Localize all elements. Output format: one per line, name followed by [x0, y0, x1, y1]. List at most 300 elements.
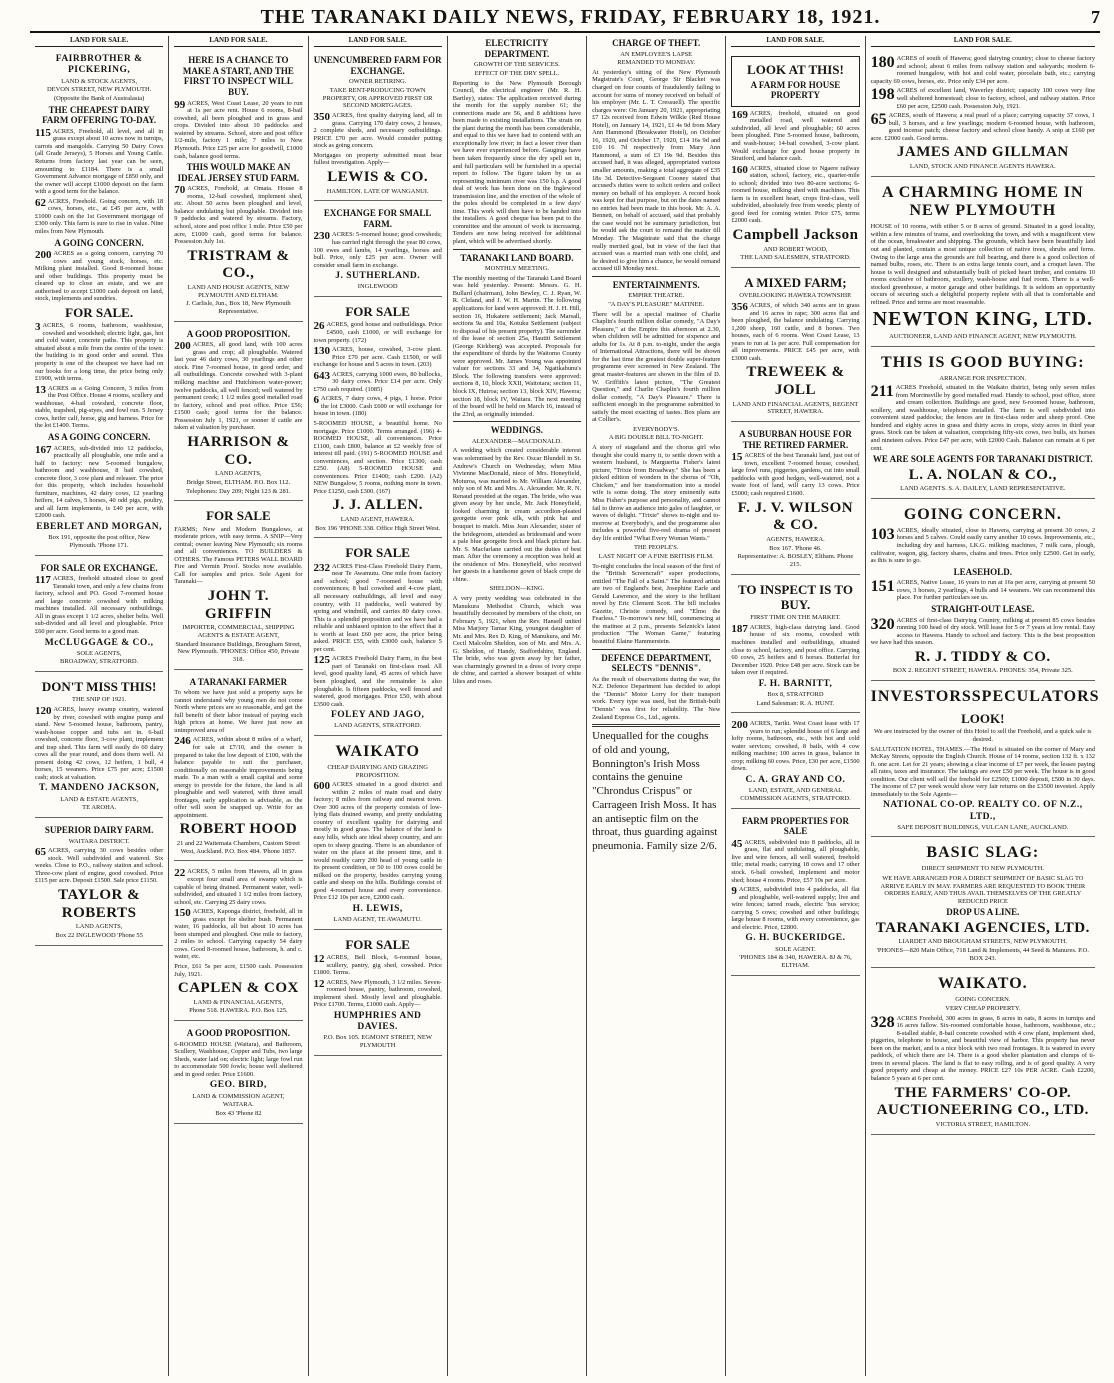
- firm-name: L. A. NOLAN & CO.,: [908, 466, 1057, 483]
- listing: [174, 185, 302, 245]
- firm-name: Campbell Jackson: [732, 227, 859, 243]
- listing-number: 12: [313, 977, 325, 990]
- listing-text: ACRES, carrying 1000 ewes, 80 bullocks, 30 dairy cows. Price £14 per acre. Only £750 cash required. (1085): [313, 370, 442, 393]
- listing: [314, 231, 442, 269]
- listing-number: 246: [174, 735, 191, 748]
- firm-subtitle: LAND AGENT, HAWERA.: [340, 516, 415, 524]
- section-heading: LOOK!: [961, 710, 1005, 726]
- firm-subtitle: SOLE AGENTS,: [76, 649, 122, 657]
- firm-name: J. SUTHERLAND.: [335, 271, 421, 282]
- advertisement: [35, 558, 163, 673]
- firm-name: TRISTRAM & CO.,: [187, 247, 290, 282]
- ad-headline: THE CHEAPEST DAIRY FARM OFFERING TO-DAY.: [42, 104, 157, 126]
- firm-name: HARRISON & CO.: [187, 433, 290, 468]
- firm-subtitle: LAND AGENTS,: [215, 470, 262, 478]
- listing: [314, 655, 442, 708]
- article-body: A story of stageland and the chorus girl who thought she could marry it, to settle down with a western husband, is Marguerita Fisher's latest picture, "Trixie from Broadway." She has been a picked edition of wonders in the chorus of "Oh, Chicken," and her transformation into a model wife is some doing. The story eminently suits Miss Fisher's purpose and personality, and cannot fail to throw an audience into gales of laughter, or waves of delight. "Trixie" shows to-night and to-morrow at Everybody's, and the programme also includes a powerful five-reel drama of present day life entitled "What Every Woman Wants.": [592, 444, 721, 542]
- irish-moss-advertisement: Unequalled for the coughs of old and young, Bonnington's Irish Moss contains the genuine "Chrondus Crispus" or Carrageen Irish Moss. It has an antiseptic film on the throat, thus guarding against pneumonia. Family size 2/6.: [592, 730, 718, 853]
- section-heading: FOR SALE: [345, 304, 410, 320]
- listing-text: ACRES First-Class Freehold Dairy Farm, near Te Awamutu. One mile from factory and school; good 7-roomed house with conveniences; 8 bail cowshed and 4-cow plant, all necessary outbuildings, all level and easy country, with 11 paddocks, well watered by spring and windmill, and carries 80 dairy cows. This is a splendid proposition and we have had a reliable and unbiased opinion to the effect that it is worth at least £60 per acre, the price being asked. PRICE £55, with £3000 cash, balance 5 per cent.: [313, 562, 442, 653]
- listing: [731, 302, 859, 362]
- listing-text: ACRES, freehold, situated on good metalled road, well watered and subdivided, all level and ploughable; 60 acres been ploughed. Fine 5-roomed house, bathroom, and wash-house; 14-bail cowshed, 3-cow plant. Would exchange for good house property in Stratford, and balance cash.: [731, 109, 860, 163]
- firm-subtitle: INGLEWOOD: [357, 283, 398, 291]
- listing: [174, 100, 302, 160]
- firm-name: EBERLET AND MORGAN,: [36, 522, 162, 532]
- article-headline: DEFENCE DEPARTMENT, SELECTS "DENNIS".: [601, 652, 712, 674]
- advertisement: [731, 270, 859, 422]
- listing-number: 200: [35, 249, 52, 262]
- listing-number: 9: [731, 885, 737, 898]
- ad-body: To whom we have just sold a property says he cannot understand why young men do not come North where prices are so reasonable, and get the full benefit of their labor instead of paying such high prices at home. We have just now an unimproved area of: [174, 689, 303, 734]
- listing: [871, 55, 1095, 85]
- advertisement: [871, 501, 1095, 681]
- column-heading: LAND FOR SALE.: [871, 36, 1095, 47]
- firm-subtitle: SAFE DEPOSIT BUILDINGS, VULCAN LANE, AUCKLAND.: [897, 823, 1069, 831]
- advertisement: [174, 324, 302, 502]
- listing: [871, 527, 1095, 565]
- advertisement: [731, 50, 859, 268]
- listing-text: ACRES, Native Lease, 16 years to run at 16s per acre, carrying at present 50 cows, 3 horses, 2 yearlings, 4 bulls and 14 weaners. We can recommend this place. For further particulars see us.: [896, 579, 1096, 602]
- listing-number: 62: [35, 196, 46, 209]
- firm-subtitle: AND ROBERT WOOD,: [763, 245, 828, 253]
- listing: [314, 395, 442, 418]
- listing-number: 26: [313, 320, 325, 333]
- section-heading: FOR SALE.: [65, 304, 134, 320]
- section-subheading: ARRANGE FOR INSPECTION.: [939, 374, 1027, 382]
- listing-text: ACRES, 7 dairy cows, 4 pigs, 1 horse. Price the lot £3000. Cash £600 or will exchange for house in town. (180): [313, 395, 442, 418]
- firm-name: NATIONAL CO-OP. REALTY CO. OF N.Z., LTD.,: [883, 800, 1083, 822]
- listing: [731, 624, 859, 677]
- firm-name: LEWIS & CO.: [327, 168, 429, 185]
- firm-subtitle: Box 8, STRATFORD: [767, 690, 824, 698]
- firm-subtitle: LAND AGENT, TE AWAMUTU.: [333, 916, 422, 924]
- ad-body: TAKE RENT-PRODUCING TOWN PROPERTY, OR APPROVED FIRST OR SECOND MORTGAGES.: [322, 87, 433, 110]
- firm-address: BOX 2. REGENT STREET, HAWERA. PHONES: 354, Private 325.: [892, 667, 1073, 675]
- listing: [871, 87, 1095, 110]
- listing-text: ACRES: 5-roomed house; good cowsheds; has carried right through the year 80 cows, 100 ewes and lambs, 14 yearlings, horses and bull. Price, only £25 per acre. Owner will consider small farm in exchange.: [313, 231, 442, 269]
- firm-subtitle: LAND AGENTS, STRATFORD.: [334, 722, 422, 730]
- listing-number: 328: [870, 1013, 895, 1031]
- listing: [174, 736, 302, 819]
- listing-number: 187: [731, 622, 748, 635]
- section-heading: EXCHANGE FOR SMALL FARM.: [323, 208, 432, 229]
- investors-heading: INVESTORS: [870, 688, 972, 706]
- column-heading: LAND FOR SALE.: [314, 36, 442, 47]
- listing-number: 15: [731, 451, 743, 464]
- page-number: 7: [1091, 7, 1100, 27]
- listing-number: 600: [313, 780, 331, 793]
- section-subheading: WAITARA DISTRICT.: [68, 837, 130, 845]
- listing: [731, 110, 859, 163]
- ad-body: WE HAVE ARRANGED FOR A DIRECT SHIPMENT OF BASIC SLAG TO ARRIVE EARLY IN MAY. FARMERS ARE REQUESTED TO BOOK THEIR ORDERS EARLY, AND THUS AVAIL THEMSELVES OF THE GREATLY REDUCED PRICE: [880, 874, 1086, 905]
- ad-body: Mortgages on property submitted must bear fullest investigation. Apply—: [313, 151, 442, 167]
- section-subheading: CHEAP DAIRYING AND GRAZING PROPOSITION.: [327, 763, 429, 779]
- firm-name: TAYLOR & ROBERTS: [58, 886, 141, 921]
- listing-number: 151: [870, 578, 895, 596]
- firm-subtitle: LAND AND HOUSE AGENTS, NEW PLYMOUTH AND ELTHAM.: [187, 284, 290, 299]
- listing: [871, 617, 1095, 647]
- article-headline: ENTERTAINMENTS.: [612, 279, 700, 290]
- listing: [35, 445, 163, 520]
- firm-address: VICTORIA STREET, HAMILTON.: [935, 1120, 1030, 1128]
- firm-address: Phone 518. HAWERA. P.O. Box 125.: [189, 1007, 288, 1015]
- listing: [871, 579, 1095, 602]
- article-subheading: AN EMPLOYEE'S LAPSE: [620, 50, 693, 58]
- listing-number: 200: [174, 340, 191, 353]
- listing-number: 211: [870, 383, 894, 401]
- listing-text: ACRES, carrying 30 cows besides other stock. Well subdivided and watered. Six weeks. Close to P.O., railway station and school. Three-cow plant of engine, good cowshed. Price £115 per acre. Deposit £1500. Sale price £1150.: [35, 847, 164, 885]
- article-body: There will be a special matinee of Charlie Chaplin's fourth million dollar comedy, "A Day's Pleasure," at the Empire this afternoon at 2.30, when children will be admitted for sixpence and adults for 1s. At 8 p.m. to-night, under the aegis of International Attractions, there will be shown for the last time the greatest double super-feature programme ever screened in New Zealand. The great master-features are shown in the film of D. W. Griffith's latest picture, "The Greatest Question," and Charlie Chaplin's fourth million dollar comedy, "A Day's Pleasure." There is sufficient enough in the programme submitted to satisfy the most exacting of tastes. Box plans are at Collier's.: [592, 310, 721, 424]
- listing-text: ACRES, 5 miles from Hawera, all in grass except four small area of swamp which is capable of being drained. Permanent water, well-subdivided, and situated 1 1/2 miles from factory, school, etc. Carrying 25 dairy cows.: [174, 868, 303, 906]
- article-body: A very pretty wedding was celebrated in the Manukura Methodist Church, which was beautifully decorated by members of the choir, on February 5, 1921, when the Rev. Hansell united Miss Marjory Tamar King, youngest daughter of Mr. and Mrs. Rex D. King, of Manukura, and Mr. Cecil Malcolm Sheldon, son of Mr. and Mrs. A. G. Sheldon, of Handy, Staffordshire, England. The bride, who was given away by her father, was charmingly gowned in a dress of ivory crepe de chine, and carried a shower bouquet of white lilies and roses.: [452, 594, 582, 685]
- listing-text: ACRES, heavy swamp country, watered by river, cowshed with engine pump and stand. New 5-roomed house, bathroom, pantry, wash-house copper and tubs set in. 6-bail cowshed, concrete floor, 3-cow plant, implement and trap shed. This farm will easily do 60 dairy cows all the year round, and does them well. At present doing 42 cows, 12 heifers, 1 bull, 4 horses, 15 weaners. Price £75 per acre; £1500 cash; stock at valuation.: [35, 706, 164, 781]
- section-subheading: GOING CONCERN.: [955, 996, 1011, 1004]
- column-heading: LAND FOR SALE.: [35, 36, 163, 47]
- ad-headline: HERE IS A CHANCE TO MAKE A START, AND THE FIRST TO INSPECT WILL BUY.: [182, 55, 294, 98]
- section-heading: WAIKATO: [335, 743, 420, 761]
- advertisement: [174, 863, 302, 1021]
- section-heading: FOR SALE: [345, 936, 410, 952]
- firm-name: GEO. BIRD,: [209, 1080, 267, 1091]
- section-heading: STRAIGHT-OUT LEASE.: [931, 603, 1035, 614]
- firm-subtitle: LAND AND FINANCIAL AGENTS, REGENT STREET, HAWERA.: [732, 400, 859, 416]
- listing-number: 65: [870, 111, 887, 129]
- section-subheading: OVERLOOKING HAWERA TOWNSHIP.: [739, 292, 852, 300]
- listing-number: 180: [870, 54, 895, 72]
- firm-name: R. J. TIDDY & CO.: [915, 648, 1051, 665]
- column-2: [169, 36, 308, 1376]
- price-line: Price, £61 5s per acre, £1500 cash. Possession July, 1921.: [174, 963, 303, 978]
- section-heading: A GOING CONCERN.: [54, 237, 144, 248]
- article-body: The monthly meeting of the Taranaki Land Board was held yesterday. Present: Messrs. G. H. Bullard (chairman), John Bewley, C. J. Ryan, W. R. Cleland, and J. W. H. Martin. The following applications for land were approved: H. J. H. Hill, section 16, Hukatere settlement; Jack Marsall, sections 9a and 10a, Kotuku Settlement (subject to disposal of his present property). The surrender of the lease of section 25a, Hautiti Settlement (George Kirkberg) was accepted. Proposals for the expenditure of thirds by the Waitomo County were approved. Mr. James Young was appointed valuer for sections 33 and 34, Ngatikahunu's Block. The following transfers were approved: sections 8, 10, block XXII, Waitotara; section 11, block IX, Huiroa; section 13, block XIV, Hawera; section 18, block IV, Waitara. The next meeting of the board will be held on March 16, instead of the 23rd, as originally intended.: [452, 274, 582, 418]
- section-heading: FARM PROPERTIES FOR SALE: [741, 815, 849, 837]
- firm-representative: Representative: A. BOSLEY, Eltham. Phone 215.: [737, 553, 854, 568]
- listing-text: ACRES as a going concern, carrying 70 cows and young stock, horses, etc. Milking plant installed. Good 8-roomed house and other buildings. This property must be cleared up to close an estate, and we are authorised to accept £1000 cash deposit on land, stock, implements and sundries.: [35, 250, 164, 303]
- listing-text: ACRES Freehold Dairy Farm, in the best part of Taranaki on first-class road. All level, good quality land, 45 acres of which have been ploughed, and the remainder is also ploughable. Is fifteen paddocks, well fenced and watered, good mortgages. Price £50, with about £3500 cash.: [313, 655, 442, 708]
- firm-address: DEVON STREET, NEW PLYMOUTH.: [46, 86, 152, 94]
- article-subheading: EVERYBODY'S.: [633, 425, 680, 433]
- firm-name: NEWTON KING, LTD.: [872, 308, 1094, 331]
- article-subheading: LAST NIGHT OF A FINE BRITISH FILM.: [598, 552, 714, 560]
- listing-text: ACRES, Bell Block, 6-roomed house, scullery, pantry, gig shed, cowshed. Price £1800. Terms.: [313, 954, 442, 977]
- ad-body: 6-ROOMED HOUSE (Waitara), and Bathroom, Scullery, Washhouse, Copper and Tubs, two large Sheds, water laid on; electric light; large fowl run to accommodate 500 fowls; house well sheltered and in good order. Price £1600.: [174, 1040, 303, 1078]
- section-heading: UNENCUMBERED FARM FOR EXCHANGE.: [313, 55, 442, 76]
- article-subheading: REMANDED TO MONDAY.: [617, 59, 696, 67]
- listing-text: ACRES of excellent land, Waverley district; capacity 100 cows very fine well sheltered homestead; close to factory, school, and railway station. Price £60 per acre, £2500 cash. Possession July, 1921.: [896, 87, 1096, 110]
- listing-text: ACRES Freehold, situated in the Waikato district, being only seven miles from Morrinsville by good metalled road. Handy to school, post office, store and cream collection. Buildings are good, new 6-roomed house, bathroom, scullery, and washhouse, telephone installed. The farm is well subdivided into convenient sized paddocks; the fences are in first-class order and sheep proof. One hundred and eighty acres in grass and thirty acres in crops, sixty acres in third year grass. Stock can be taken at valuation, comprising fifty-six cows, two bulls, six horses and nineteen calves. Price £47 per acre, with £2000 Cash. Balance can remain at 6 per cent.: [870, 384, 1096, 452]
- section-heading: SUPERIOR DAIRY FARM.: [44, 824, 154, 835]
- listing-text: ACRES, subdivided into 8 paddocks, all in grass, flat and undulating, all ploughable, live and wire fences, all well watered, freehold title; metal roads; carrying 18 cows and 17 other stock. 6-bail cowshed, implement and motor shed; house 4 rooms. Price, £57 10s per acre.: [731, 838, 860, 884]
- firm-name: G. H. BUCKERIDGE.: [745, 933, 846, 944]
- section-heading: A GOOD PROPOSITION.: [186, 328, 291, 339]
- listing: [314, 781, 442, 902]
- section-subheading: FIRST TIME ON THE MARKET.: [750, 614, 841, 622]
- listing: [35, 575, 163, 635]
- section-heading: THIS IS GOOD BUYING:: [881, 353, 1085, 371]
- firm-name: JOHN T. GRIFFIN: [204, 587, 272, 622]
- article-body: At yesterday's sitting of the New Plymouth Magistrate's Court, George Sir Blacket was charged on four counts of fraudulently failing to account for sums of money received on behalf of his employer (Mr. L. T. Cressuell). The specific charges were: On January 20, 1921, appropriating £7 12s received from Edwin Wilkie (Red House Hotel), on January 14, 1921, £1 4s 9d from Mary Ann Hammond (Breakwater Hotel), on October 16, 1920, and October 17, 1920, £14 16s 9d and £10 16 7d respectively from Mary Ann Hammond, a sum of £3 19s 9d. Besides this accused had, it was alleged, appropriated various smaller amounts, making a total aggregate of £35 18s 3d. Detective-Sergeant Cooney stated that accused's duties were to solicit orders and collect money on behalf of his employer. A record book was kept for that purpose, but on the dates named no entries had been made in this book. Mr. A. A. Bennett, on behalf of accused, said that probably the case would not be summary jurisdiction, but he would ask the court to remand the matter till Monday. The Magistrate said that the charge really merited goal, but in view of the fact that accused was a married man with one child, and he desired to give him a chance, he would remand accused till Monday next.: [592, 68, 721, 273]
- section-heading: A MIXED FARM;: [744, 275, 847, 290]
- listing: [731, 886, 859, 931]
- article-body: Reporting to the New Plymouth Borough Council, the electrical engineer (Mr. R. H. Bartley), states: The application received during the month for the supply number 61; the connections made are 56, and 8 additions have been made to existing installations. The strain on the plant during the month has been considerable, and equal to this we have had to contend with an exceptionally low river; in fact a lower river than we have ever experienced before. Gaugings have been taken frequently since the dry spell set in, and full particulars will be furnished in a special report to follow. The figure taken by us as representing minimum river was 150 h.p. A good deal of work has been done on the Inglewood transmission line, and the erection of the whole of the poles should be completed in a few days' time. This work will then have to be handed into the installers. A good cheque has been put to the committee and the amount of work is increasing. Tenders are now being received for additional plant, which will be advertised shortly.: [452, 79, 582, 246]
- firm-subtitle: THE LAND SALESMEN, STRATFORD.: [740, 254, 851, 262]
- listing-number: 45: [731, 837, 743, 850]
- listing: [871, 112, 1095, 142]
- listing-text: ACRES Freehold, 300 acres in grass, 8 acres in oats, 8 acres in turnips and 16 acres fallow. Six-roomed comfortable house, bathroom, washhouse, etc.; 8-stalled stable, 8-bail concrete cowshed with 4 cow plant, implement shed, piggeries, telephone to house, and beautiful view of harbor. This property has never been on the market, and is a nice block with two road frontages. It is watered in every paddock, of which there are 14. There is a good shelter plantation and clumps of ti-trees in several places. The land is flat to easy rolling, and is of good quality. A very good property and cheap at the money. PRICE £27 10s PER ACRE. Cash £2200, balance 5 years at 6 per cent.: [870, 1014, 1096, 1082]
- firm-subtitle: LAND, ESTATE, AND GENERAL COMMISSION AGENTS, STRATFORD.: [740, 787, 851, 802]
- firm-address: Box 167. 'Phone 46.: [769, 544, 822, 552]
- listing: [314, 954, 442, 977]
- advertisement: [731, 424, 859, 575]
- listing-number: 3: [35, 321, 41, 334]
- firm-subtitle: LAND & STOCK AGENTS,: [61, 77, 138, 85]
- firm-name: JAMES AND GILLMAN: [896, 144, 1069, 161]
- listing-number: 6: [313, 394, 320, 407]
- firm-representative: J. Carlisle, Jun., Box 18, New Plymouth Representative.: [186, 300, 291, 315]
- advertisement: [35, 50, 163, 555]
- listing-text: ACRES, Freehold. Going concern, with 18 cows, horses, etc., at £45 per acre, with £1000 cash on the 1st Government mortgage of £300 only. This farm is sure to rise in value. Nine miles from New Plymouth.: [35, 197, 164, 235]
- section-heading: FOR SALE: [345, 545, 410, 561]
- firm-phone: Box 43 'Phone 82: [215, 1109, 262, 1117]
- advertisement: [731, 715, 859, 808]
- listing: [35, 198, 163, 236]
- section-subheading: VERY CHEAP PROPERTY.: [945, 1004, 1021, 1012]
- firm-subtitle: SOLE AGENT.: [775, 945, 816, 953]
- listing-text: ACRES, freehold situated close to good Taranaki town, and only a few chains from factory, school and PO. Good 7-roomed house and large concrete cowshed with milking machines installed. All necessary outbuildings. All in grass except 1 1/2 acres, shelter belts. Well sub-divided and all level and ploughable. Price £60 per acre. Good terms to a good man.: [35, 575, 164, 635]
- listing: [731, 452, 859, 497]
- listing: [314, 321, 442, 344]
- listing-number: 12: [313, 953, 325, 966]
- advertisement: [731, 577, 859, 714]
- advertisement: [314, 203, 442, 297]
- firm-subtitle: LAND AGENTS,: [75, 923, 123, 931]
- listing: [35, 385, 163, 430]
- advertisement: [871, 50, 1095, 176]
- advertisement: [174, 672, 302, 862]
- firm-name: FOLEY AND JAGO,: [330, 710, 425, 721]
- listing-number: 356: [731, 300, 748, 313]
- listing: [35, 847, 163, 885]
- listing: [314, 563, 442, 654]
- article-subheading: EFFECT OF THE DRY SPELL.: [474, 69, 560, 77]
- firm-address: Standard Insurance Buildings, Brougham Street, New Plymouth. 'PHONES: Office 450, Private 318.: [175, 640, 302, 663]
- advertisement: [871, 970, 1095, 1134]
- listing-text: ACRES, subdivided into 4 paddocks, all flat and ploughable, well-watered supply; live and wire fences; tarred roads, electric 'bus service; carrying 5 cows; cowshed and other buildings; large house 8 rooms, with every convenience, gas and electric. Price, £2800.: [731, 886, 860, 931]
- firm-phone: 'PHONES 184 & 340, HAWERA. 8J & 76, ELTHAM.: [739, 954, 852, 969]
- section-subheading: OWNER RETIRING.: [348, 78, 407, 86]
- firm-name: FAIRBROTHER & PICKERING,: [55, 54, 143, 76]
- section-heading: WAIKATO.: [937, 975, 1028, 993]
- column-4: [448, 36, 587, 1376]
- section-heading: DON'T MISS THIS!: [41, 679, 157, 695]
- listing-number: 320: [870, 615, 895, 633]
- section-heading: A CHARMING HOME IN NEW PLYMOUTH: [882, 183, 1084, 220]
- firm-subtitle: LAND, STOCK AND FINANCE AGENTS HAWERA.: [909, 162, 1056, 170]
- section-heading: BASIC SLAG:: [926, 844, 1040, 862]
- listing-text: ACRES of the best Taranaki land, just out of town, excellent 7-roomed house, cowshed, large fowl runs, piggeries, gardens, cut into small paddocks with good hedges, well-watered, not a waste foot of land, will carry 13 cows. Price £5000; cash required £1600.: [731, 452, 860, 497]
- sole-agents-line: WE ARE SOLE AGENTS FOR TARANAKI DISTRICT.: [872, 454, 1093, 465]
- listing-number: 13: [35, 383, 46, 396]
- section-heading: FOR SALE OR EXCHANGE.: [40, 562, 158, 573]
- section-heading: TO INSPECT IS TO BUY.: [737, 581, 853, 612]
- advertisement: [314, 299, 442, 538]
- firm-address: Box 22 INGLEWOOD 'Phone 55: [55, 932, 143, 940]
- firm-subtitle: AGENTS, HAWERA.: [766, 535, 825, 543]
- listing: [871, 1015, 1095, 1083]
- section-heading: AS A GOING CONCERN.: [47, 431, 151, 442]
- columns: [30, 36, 1100, 1376]
- section-heading: THIS WOULD MAKE AN IDEAL JERSEY STUD FARM.: [177, 162, 300, 183]
- listing-text: ACRES of first-class Dairying Country, milking at present 85 cows besides running 100 head of dry stock. Will lease for 5 or 7 years at low rental. Easy access to Hawera. Handy to school and factory. This is the best proposition we have had this season.: [870, 616, 1096, 647]
- advertisement: [314, 50, 442, 201]
- listing-number: 130: [313, 345, 331, 358]
- listing: [731, 165, 859, 225]
- listing-number: 103: [870, 525, 895, 543]
- section-subheading: We are instructed by the owner of this Hotel to sell the Freehold, and a quick sale is desired.: [874, 728, 1092, 743]
- listing: [731, 839, 859, 884]
- listing-number: 169: [731, 108, 748, 121]
- article-body: A wedding which created considerable interest was solemnised by the Rev. Oscar Blundell in St. Andrew's Church on Wednesday, when Miss Vivienne MacDonald, niece of Mrs. Honeyfield, Moturoa, was married to Mr. William Alexander, only son of Mr. and Mrs. A. Alexander. Mr. R. N. Renaud presided at the organ. The bride, who was given away by her uncle, Mr. Jack Honeyfield, looked charming in cream accordion-pleated georgette over pink silk, with pink hat and bouquet to match. Miss Jean Alexander, sister of the bridegroom, attended as bridesmaid and wore a pale blue georgette frock and black picture hat. Mr. S. Macfarlane carried out the duties of best man. After the ceremony a reception was held at the residence of Mrs. Honeyfield, who received her guests in a handsome gown of black crepe de chine.: [452, 447, 582, 583]
- listing-number: 160: [731, 163, 748, 176]
- firm-address: Box 196 'PHONE 338. Office High Street West.: [315, 524, 441, 532]
- article-subheading: EMPIRE THEATRE.: [628, 292, 685, 300]
- listing-number: 150: [174, 907, 191, 920]
- listing-number: 200: [731, 719, 748, 732]
- listing: [174, 868, 302, 906]
- article-subheading: "A DAY'S PLEASURE" MATINEE.: [608, 300, 705, 308]
- firm-name: C. A. GRAY AND CO.: [745, 775, 846, 786]
- listing-text: ACRES situated in a good district and within 2 miles of main road and dairy factory; 8 miles from railway and nearest town. Over 300 acres of the property consists of low-lying flats drained swamp, and pretty undulating country of excellent quality for dairying and mostly in good grass. The balance of the land is easy hills, which are ideal sheep country, and are open to sheep grazing. There is an abundance of water on the place at the present time, and it would readily carry 200 head of young cattle in its present condition, or 50 to 100 cows could be milked on the property, besides carrying young cattle and sheep on the hills. Buildings consist of good 4-roomed house and every convenience. Price £12 10s per acre, £2000 cash.: [313, 781, 442, 902]
- firm-address-note: (Opposite the Bank of Australasia): [54, 94, 145, 102]
- listing-text: ACRES, Freehold, all level, and all in grass except about 10 acres now in turnips, carrots and mangolds. Carrying 50 Dairy Cows (all Grade Jerseys), 5 Horses and Young Cattle. Returns from factory last year can be seen, amounting to £1184. There is a small Government Advance mortgage of £850 only, and the owner will accept £1000 deposit on the farm with a good term for the balance.: [35, 127, 164, 196]
- listing-number: 99: [174, 98, 186, 111]
- ad-body: 5-ROOMED HOUSE, a beautiful home. No mortgage. Price £1000. Terms arranged. (196) 4-ROOMED HOUSE, all conveniences. Price £1100, cash £800, balance at £2 weekly free of interest till paid. (191) 5-ROOMED HOUSE and conveniences, and section. Price £1300, cash £250. (A8) 5-ROOMED HOUSE and conveniences. Price £1400; cash £200. (A2) NEW Bungalow, 5 rooms, nothing more in town. Price £1250, cash £300. (167): [313, 419, 442, 495]
- listing-text: ACRES as a Going Concern, 3 miles from the Post Office. House 4 rooms, scullery and washhouse, 4-bail cowshed, concrete floor, stable, trapshed, pig-styes, and fowl run. 5 Jersey cows, heifer calf, horse, gig and harness. Price for the lot £1400. Terms.: [35, 384, 164, 430]
- listing-number: 198: [870, 86, 895, 104]
- listing-text: ACRES, all good land, with 100 acres grass and crop; all ploughable. Watered last year 46 dairy cows, 30 yearlings and other stock. Fine 7-roomed house, in good order, and all outbuildings. Concrete cowshed with 3-plant milking machine and Hutchinson water-power; twelve paddocks, all well fenced; well watered by permanent creek; 1 1/2 miles good metalled road to factory, school and post office. Price £56; £1500 cash; good terms for the balance. Possession July 1, 1921, or sooner if cattle are taken at valuation by purchaser.: [174, 341, 303, 432]
- article-subheading: A BIG DOUBLE BILL TO-NIGHT.: [608, 434, 704, 442]
- listing-text: ACRES, house, cowshed, 3-cow plant. Price £70 per acre. Cash £1500, or will exchange for house and 5 acres in town. (203): [313, 346, 442, 369]
- ad-body: HOUSE of 10 rooms, with either 5 or 8 acres of ground. Situated in a good locality, within a few minutes of trams, and overlooking the town, and with a magnificent view of the ocean, breakwater and shipping. The grounds, which have been beautifully laid out and planted, contain a most unique collection of native trees, shrubs and ferns. Owing to the large area the grounds are full bearing, and there is a good collection of named bulbs, roses, etc. There is an extra large tennis court, and a croquet lawn. The house is well designed and substantially built of picked heart timber, and contains 10 rooms exclusive of bathroom, scullery, wash-house and fuel room. There is a well-stocked greenhouse, a motor garage and other buildings. It is seldom an opportunity occurs of securing such a delightful property replete with all that is comfortable and refined. Price and terms are most reasonable.: [870, 223, 1096, 306]
- listing-text: ACRES, situated close to Ngaere railway station, school, factory, etc., quarter-mile to school; divided into two 80-acre sections; 6-roomed house, milking shed with machines. This farm is in excellent heart, crops first-class, well subdivided, absolutely free from weeds; plenty of good feed for coming winter. Price £75, terms £2000 cash.: [731, 164, 860, 225]
- article-body: As the result of observations during the war, the N.Z. Defence Department has decided to adopt the "Dennis" Motor Lorry for their transport work. Every type was used, but the British-built "Dennis" was first for reliability. The New Zealand Express Co., Ltd., agents.: [592, 675, 721, 721]
- firm-name: F. H. BARNITT,: [758, 678, 833, 689]
- article-subheading: GROWTH OF THE SERVICES.: [473, 61, 560, 69]
- advertisement: [35, 674, 163, 818]
- advertisement: [871, 349, 1095, 499]
- firm-subtitle: HAMILTON. LATE OF WANGANUI.: [326, 187, 429, 195]
- firm-name: CAPLEN & COX: [177, 980, 299, 997]
- section-heading: A TARANAKI FARMER: [189, 676, 288, 687]
- advertisement: [174, 503, 302, 669]
- firm-name: J. J. ALLEN.: [332, 497, 423, 514]
- listing-text: ACRES, south of Hawera; a real pearl of a place; carrying capacity 37 cows, 1 bull, 3 horses, and a few yearlings; modern 6-roomed house, with bathroom, good incense patch; cheese factory and school close handy. A snip at £160 per acre. £2000 cash. Good terms.: [870, 112, 1096, 142]
- section-subheading: DIRECT SHIPMENT TO NEW PLYMOUTH.: [921, 865, 1045, 873]
- section-heading: A GOOD PROPOSITION.: [186, 1028, 291, 1039]
- firm-address: Box 191, opposite the post office, New Plymouth. 'Phone 171.: [48, 534, 150, 549]
- firm-name: T. MANDENO JACKSON,: [39, 783, 160, 794]
- section-heading: LOOK AT THIS!: [747, 62, 844, 78]
- firm-name: McCLUGGAGE & CO.,: [44, 637, 154, 648]
- listing-text: ACRES, within about 8 miles of a wharf, for sale at £7/10, and the owner is prepared to take the low deposit of £100, with the balance payable to suit the purchaser, conditionally on reasonable improvements being made. To a man with a small capital and some energy to provide for the future, the land is all ploughable and well watered, with three small frontages, early application is advisable, as the offer will soon be snapped up. Write for an appointment.: [174, 736, 303, 819]
- listing-text: ACRES, Tariki. West Coast lease with 17 years to run; splendid house of 6 large and lofty rooms, bathroom, etc., with hot and cold water services; cowshed, 8 bails, with 4 cow milking machine; 100 acres in grass, balance in crop; milking 60 cows. Price, £30 per acre, £1500 down.: [731, 720, 860, 773]
- firm-subtitle: LAND & ESTATE AGENTS,: [60, 795, 139, 803]
- listing: [174, 341, 302, 432]
- listing-number: 117: [35, 574, 51, 587]
- firm-subtitle: AUCTIONEER, LAND AND FINANCE AGENT, NEW PLYMOUTH.: [889, 332, 1077, 340]
- listing-number: 22: [174, 867, 186, 880]
- column-6: [726, 36, 865, 1376]
- listing-text: ACRES, New Plymouth, 3 1/2 miles. Seven-roomed house, pantry, bathroom, cowshed, implement shed. Mostly level and ploughable. Price £1700. Terms, £1000 cash. Apply—: [313, 978, 442, 1009]
- listing-text: ACRES, good house and outbuildings. Price £4500, cash £1000, or will exchange for town property. (172): [313, 321, 442, 344]
- listing-number: 167: [35, 443, 52, 456]
- listing: [871, 384, 1095, 452]
- firm-representative: Land Salesman: R. A. HUNT.: [756, 699, 835, 707]
- advertisement: [731, 811, 859, 976]
- listing-number: 70: [174, 184, 186, 197]
- listing-number: 643: [313, 369, 331, 382]
- advertisement: [174, 50, 302, 321]
- listing: [314, 112, 442, 150]
- firm-subtitle: IMPORTER, COMMERCIAL, SHIPPING AGENTS & ESTATE AGENT,: [182, 624, 295, 639]
- article-headline: TARANAKI LAND BOARD.: [460, 252, 574, 263]
- firm-name: ROBERT HOOD: [179, 821, 298, 838]
- listing-number: 232: [313, 561, 331, 574]
- listing-number: 230: [313, 230, 331, 243]
- section-heading: FOR SALE: [206, 508, 271, 524]
- firm-subtitle: LAND & FINANCIAL AGENTS,: [193, 998, 284, 1006]
- listing-text: ACRES of south of Hawera; good dairying country; close to cheese factory and school; about 6 miles from railway station and saleyards; modern 6-roomed bungalow, with hot and cold water, porcelain bath, etc.; carrying capacity 69 cows, horses, etc. Price only £34 per acre.: [870, 55, 1096, 85]
- firm-name: F. J. V. WILSON & CO.: [737, 499, 854, 534]
- column-1: [30, 36, 169, 1376]
- listing-number: 125: [313, 654, 331, 667]
- column-heading: LAND FOR SALE.: [174, 36, 302, 47]
- column-heading: LAND FOR SALE.: [731, 36, 859, 47]
- firm-subtitle: LAND & COMMISSION AGENT,: [192, 1092, 285, 1100]
- listing: [35, 322, 163, 382]
- article-subheading: ALEXANDER—MACDONALD.: [471, 437, 562, 445]
- column-7: [866, 36, 1100, 1376]
- firm-address: Bridge Street, ELTHAM. P.O. Box 112.: [186, 478, 291, 486]
- firm-name: TARANAKI AGENCIES, LTD.: [875, 919, 1090, 936]
- article-subheading: SHELDON—KING.: [489, 585, 545, 593]
- firm-address: P.O. Box 105. EGMONT STREET, NEW PLYMOUTH: [323, 1034, 432, 1050]
- firm-subtitle: LAND AGENTS. S. A. DAILEY, LAND REPRESENTATIVE.: [900, 485, 1066, 493]
- firm-name: H. LEWIS,: [352, 903, 403, 914]
- listing-text: ACRES, ideally situated, close to Hawera, carrying at present 30 cows, 2 horses and 5 calves. Could easily carry another 10 cows. Improvements, etc., including dry and harness, LK.G. milking machines, 7 milk cans, plough, cultivator, wagon, gig, factory shares, chains and trees. Price only £2500. Get in early, as this is sure to go.: [870, 526, 1096, 565]
- listing-number: 115: [35, 126, 51, 139]
- firm-name: THE FARMERS' CO-OP. AUCTIONEERING CO., LTD.: [876, 1084, 1089, 1119]
- listing-number: 65: [35, 846, 46, 859]
- listing-text: ACRES, of which 340 acres are in grass and 16 acres in rape; 300 acres flat and been ploughed, the balance undulating. Carrying 1,200 sheep, 160 cattle, and 8 horses. Two houses, each of 6 rooms. West Coast Lease, 13 years to run at 1s per acre. Full compensation for all improvements. PRICE £45 per acre, with £3000 cash.: [731, 301, 860, 362]
- firm-name: TREWEEK & JOLL: [746, 364, 845, 399]
- call-to-action: DROP US A LINE.: [946, 907, 1020, 918]
- masthead: [30, 6, 1100, 33]
- article-headline: WEDDINGS.: [490, 425, 544, 436]
- firm-address: 21 and 22 Waitemata Chambers, Custom Street West, Auckland. P.O. Box 484. 'Phone 1857.: [176, 840, 300, 855]
- listing-text: ACRES, 6 rooms, bathroom, washhouse, cowshed and woodshed; electric light, gas, hot and cold water, concrete paths. This property is situated about a mile from the centre of the town: the building is in good order and sound. This property is one of the cheapest we have had on our books for a long time, the price being only £1900, with terms.: [35, 322, 164, 383]
- ad-body: FARMS; New and Modern Bungalows, at moderate prices, with easy terms. A SNIP—Very central; owner leaving New Plymouth; six rooms and all conveniences. TO BUILDERS & OTHERS. The Famous PETERS WALL BOARD Fire and Vermin Proof. Stocks now available. Call for samples and price. Sole Agent for Taranaki—: [174, 525, 303, 586]
- listing: [35, 128, 163, 196]
- firm-address: BROADWAY, STRATFORD.: [60, 658, 139, 666]
- listing: [35, 250, 163, 303]
- firm-phone: Telephones: Day 209; Night 123 & 281.: [186, 487, 291, 495]
- advertisement: [314, 738, 442, 930]
- advertisement: [314, 540, 442, 736]
- firm-name: HUMPHRIES AND DAVIES.: [333, 1010, 422, 1033]
- listing: [174, 908, 302, 961]
- article-subheading: MONTHLY MEETING.: [484, 265, 549, 273]
